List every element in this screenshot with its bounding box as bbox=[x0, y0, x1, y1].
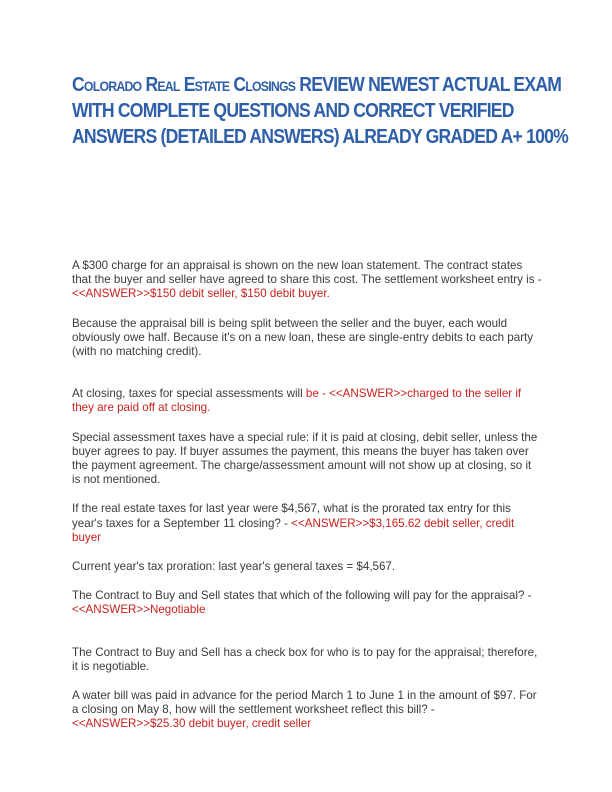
paragraph-question bbox=[72, 589, 542, 617]
paragraph-question bbox=[72, 689, 542, 732]
answer-text: <<ANSWER>>$3,165.62 debit seller, credit buyer bbox=[72, 516, 515, 544]
explanation-text: Current year's tax proration: last year's general taxes = $4,567. bbox=[72, 560, 396, 574]
question-text: A water bill was paid in advance for the period March 1 to June 1 in the amount of $97. For a closing on May 8, how will the settlement worksheet reflect this bill? - bbox=[72, 689, 537, 717]
paragraph-question bbox=[72, 387, 542, 415]
paragraph-explanation bbox=[72, 646, 542, 674]
paragraph-explanation bbox=[72, 317, 542, 360]
title-line-2: WITH COMPLETE QUESTIONS AND CORRECT VERIFIED bbox=[72, 100, 514, 122]
document-body bbox=[72, 259, 542, 747]
explanation-text: Because the appraisal bill is being split between the seller and the buyer, each would obviously owe half. Because it's on a new loan, these are single-entry debits to each party (with no matching credit). bbox=[72, 316, 534, 359]
document-title bbox=[72, 72, 568, 150]
paragraph-question bbox=[72, 259, 542, 302]
question-text: A $300 charge for an appraisal is shown on the new loan statement. The contract states that the buyer and seller have agreed to share this cost. The settlement worksheet entry is - bbox=[72, 259, 542, 287]
title-small-caps: Colorado Real Estate Closings bbox=[72, 74, 296, 96]
question-text: If the real estate taxes for last year were $4,567, what is the prorated tax entry for this year's taxes for a September 11 closing? - bbox=[72, 502, 511, 530]
title-line-3: ANSWERS (DETAILED ANSWERS) ALREADY GRADED A+ 100% bbox=[72, 126, 568, 148]
answer-text: <<ANSWER>>$25.30 debit buyer, credit seller bbox=[72, 717, 312, 731]
paragraph-explanation bbox=[72, 431, 542, 488]
answer-text: be - <<ANSWER>>charged to the seller if they are paid off at closing. bbox=[72, 387, 522, 415]
paragraph-explanation bbox=[72, 560, 542, 574]
explanation-text: The Contract to Buy and Sell has a check box for who is to pay for the appraisal; therefore, it is negotiable. bbox=[72, 645, 538, 673]
paragraph-question bbox=[72, 502, 542, 545]
title-line-1 bbox=[72, 72, 562, 98]
explanation-text: Special assessment taxes have a special rule: if it is paid at closing, debit seller, unless the buyer agrees to pay. If buyer assumes the payment, this means the buyer has taken over the payment agreement. The charge/assessment amount will not show up at closing, so it is not mentioned. bbox=[72, 430, 538, 487]
answer-text: <<ANSWER>>$150 debit seller, $150 debit buyer. bbox=[72, 287, 330, 301]
title-line-1-rest: REVIEW NEWEST ACTUAL EXAM bbox=[299, 74, 562, 96]
answer-text: <<ANSWER>>Negotiable bbox=[72, 603, 206, 617]
question-text: The Contract to Buy and Sell states that which of the following will pay for the appraisal? - bbox=[72, 589, 532, 603]
question-text: At closing, taxes for special assessments will bbox=[72, 387, 306, 401]
